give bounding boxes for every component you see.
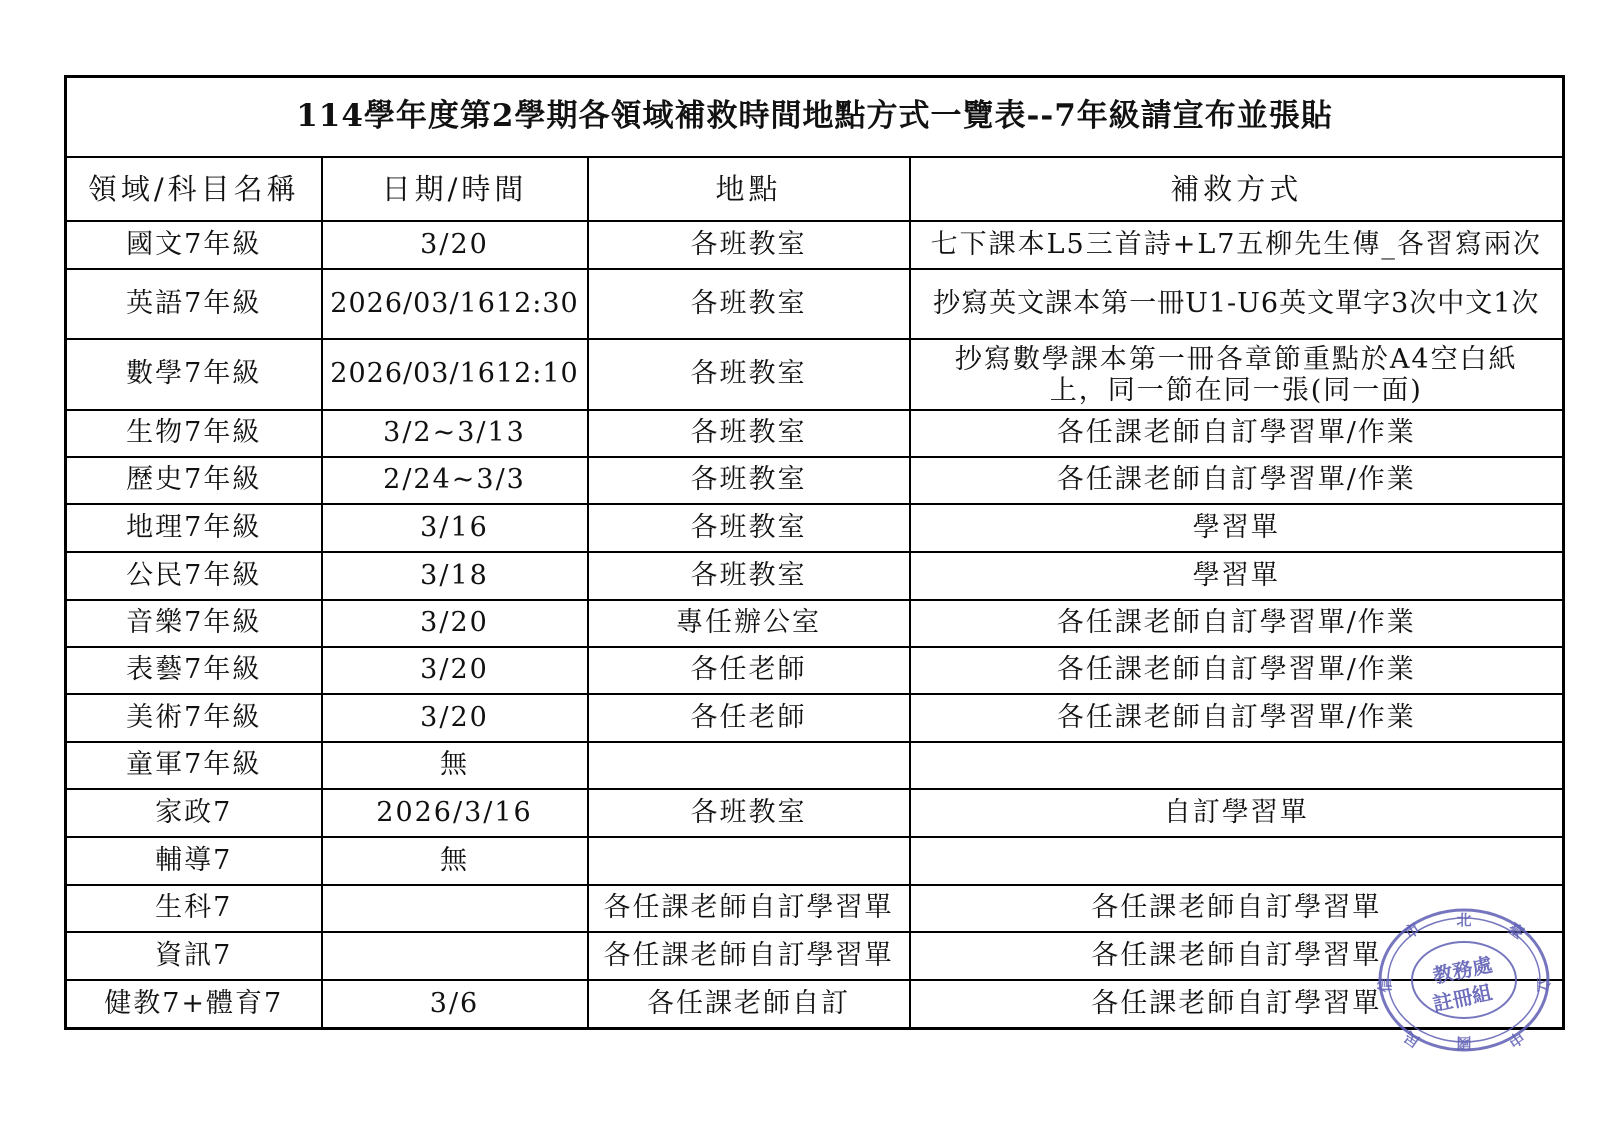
cell-method bbox=[910, 339, 1564, 410]
table-row bbox=[66, 339, 1564, 410]
cell-location: 各班教室 bbox=[588, 269, 910, 339]
cell-location: 各任老師 bbox=[588, 694, 910, 742]
cell-datetime: 2/24~3/3 bbox=[322, 457, 588, 504]
cell-datetime: 3/6 bbox=[322, 980, 588, 1028]
header-method: 補救方式 bbox=[910, 157, 1564, 221]
document-title: 114學年度第2學期各領域補救時間地點方式一覽表--7年級請宣布並張貼 bbox=[66, 77, 1564, 158]
table-row bbox=[66, 885, 1564, 932]
cell-method: 各任課老師自訂學習單 bbox=[910, 885, 1564, 932]
svg-text:北: 北 bbox=[1456, 911, 1472, 929]
cell-datetime: 3/16 bbox=[322, 504, 588, 552]
cell-datetime: 2026/03/1612:30 bbox=[322, 269, 588, 339]
cell-datetime: 3/20 bbox=[322, 600, 588, 647]
table-row bbox=[66, 457, 1564, 504]
cell-method: 各任課老師自訂學習單 bbox=[910, 932, 1564, 980]
cell-subject: 英語7年級 bbox=[66, 269, 322, 339]
cell-datetime: 2026/3/16 bbox=[322, 789, 588, 837]
cell-datetime: 3/2~3/13 bbox=[322, 410, 588, 457]
cell-method-text: 抄寫數學課本第一冊各章節重點於A4空白紙上，同一節在同一張(同一面) bbox=[954, 343, 1518, 406]
cell-location bbox=[588, 837, 910, 885]
table-row bbox=[66, 221, 1564, 269]
seal-text-office: 教務處 bbox=[1430, 952, 1495, 989]
svg-text:信: 信 bbox=[1376, 977, 1394, 993]
seal-text-section: 註冊組 bbox=[1430, 980, 1495, 1017]
table-row bbox=[66, 647, 1564, 694]
cell-location: 各班教室 bbox=[588, 552, 910, 600]
cell-method: 抄寫英文課本第一冊U1-U6英文單字3次中文1次 bbox=[910, 269, 1564, 339]
cell-location: 各班教室 bbox=[588, 410, 910, 457]
cell-location: 各班教室 bbox=[588, 339, 910, 410]
title-row bbox=[66, 77, 1564, 158]
table-row bbox=[66, 410, 1564, 457]
header-row bbox=[66, 157, 1564, 221]
cell-method: 各任課老師自訂學習單/作業 bbox=[910, 694, 1564, 742]
table-body bbox=[66, 221, 1564, 1028]
table-row bbox=[66, 742, 1564, 789]
table-row bbox=[66, 932, 1564, 980]
cell-method: 學習單 bbox=[910, 504, 1564, 552]
cell-datetime: 3/20 bbox=[322, 647, 588, 694]
cell-datetime: 3/20 bbox=[322, 694, 588, 742]
cell-subject: 家政7 bbox=[66, 789, 322, 837]
svg-text:中: 中 bbox=[1504, 1027, 1528, 1051]
cell-method bbox=[910, 837, 1564, 885]
cell-location: 各班教室 bbox=[588, 457, 910, 504]
table-row bbox=[66, 980, 1564, 1028]
cell-location: 各班教室 bbox=[588, 221, 910, 269]
header-subject: 領域/科目名稱 bbox=[66, 157, 322, 221]
svg-text:臺: 臺 bbox=[1504, 919, 1528, 943]
table-row bbox=[66, 504, 1564, 552]
cell-datetime: 3/20 bbox=[322, 221, 588, 269]
cell-location: 各任老師 bbox=[588, 647, 910, 694]
header-location: 地點 bbox=[588, 157, 910, 221]
cell-subject: 地理7年級 bbox=[66, 504, 322, 552]
header-datetime: 日期/時間 bbox=[322, 157, 588, 221]
cell-datetime: 無 bbox=[322, 742, 588, 789]
cell-datetime bbox=[322, 932, 588, 980]
cell-location: 各班教室 bbox=[588, 504, 910, 552]
cell-location bbox=[588, 742, 910, 789]
cell-location: 各任課老師自訂 bbox=[588, 980, 910, 1028]
cell-method: 各任課老師自訂學習單/作業 bbox=[910, 647, 1564, 694]
cell-method bbox=[910, 742, 1564, 789]
cell-method: 各任課老師自訂學習單/作業 bbox=[910, 600, 1564, 647]
cell-location: 專任辦公室 bbox=[588, 600, 910, 647]
cell-method: 各任課老師自訂學習單/作業 bbox=[910, 457, 1564, 504]
cell-datetime bbox=[322, 885, 588, 932]
cell-datetime: 2026/03/1612:10 bbox=[322, 339, 588, 410]
cell-subject: 美術7年級 bbox=[66, 694, 322, 742]
cell-subject: 健教7+體育7 bbox=[66, 980, 322, 1028]
cell-method: 自訂學習單 bbox=[910, 789, 1564, 837]
cell-method: 各任課老師自訂學習單 bbox=[910, 980, 1564, 1028]
cell-method: 各任課老師自訂學習單/作業 bbox=[910, 410, 1564, 457]
cell-subject: 輔導7 bbox=[66, 837, 322, 885]
table-row bbox=[66, 600, 1564, 647]
remedial-schedule-table bbox=[64, 75, 1565, 1030]
svg-text:民: 民 bbox=[1400, 1027, 1424, 1051]
cell-subject: 表藝7年級 bbox=[66, 647, 322, 694]
table-row bbox=[66, 269, 1564, 339]
cell-subject: 音樂7年級 bbox=[66, 600, 322, 647]
cell-subject: 公民7年級 bbox=[66, 552, 322, 600]
cell-subject: 童軍7年級 bbox=[66, 742, 322, 789]
cell-datetime: 無 bbox=[322, 837, 588, 885]
table-row bbox=[66, 837, 1564, 885]
svg-text:國: 國 bbox=[1456, 1034, 1472, 1052]
svg-text:市: 市 bbox=[1400, 919, 1424, 943]
svg-text:立: 立 bbox=[1534, 977, 1552, 993]
cell-subject: 生物7年級 bbox=[66, 410, 322, 457]
table-row bbox=[66, 789, 1564, 837]
cell-location: 各任課老師自訂學習單 bbox=[588, 932, 910, 980]
table-row bbox=[66, 694, 1564, 742]
cell-subject: 生科7 bbox=[66, 885, 322, 932]
cell-subject: 歷史7年級 bbox=[66, 457, 322, 504]
cell-subject: 數學7年級 bbox=[66, 339, 322, 410]
cell-method: 學習單 bbox=[910, 552, 1564, 600]
cell-method: 七下課本L5三首詩+L7五柳先生傳_各習寫兩次 bbox=[910, 221, 1564, 269]
table-row bbox=[66, 552, 1564, 600]
cell-location: 各任課老師自訂學習單 bbox=[588, 885, 910, 932]
cell-location: 各班教室 bbox=[588, 789, 910, 837]
cell-subject: 資訊7 bbox=[66, 932, 322, 980]
cell-subject: 國文7年級 bbox=[66, 221, 322, 269]
cell-datetime: 3/18 bbox=[322, 552, 588, 600]
